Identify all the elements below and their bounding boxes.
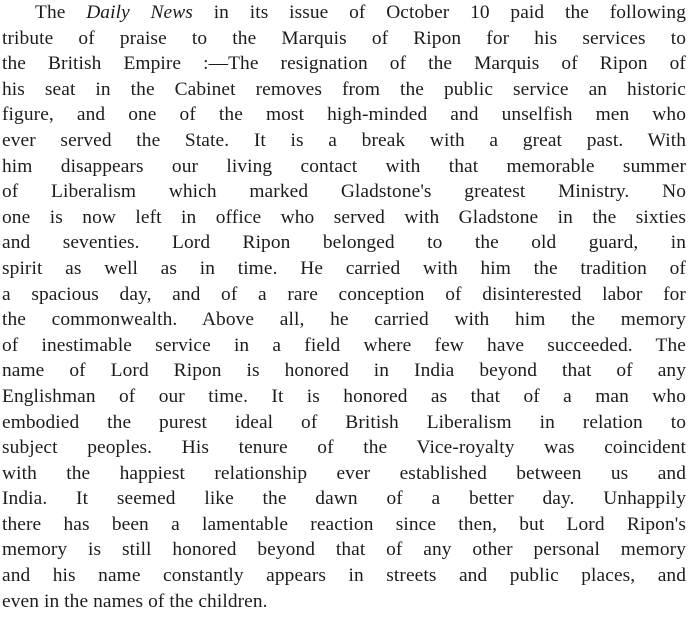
text-line-13: the commonwealth. Above all, he carried with him the memory	[2, 309, 686, 331]
text-line-24: even in the names of the children.	[2, 590, 268, 612]
text-line-9: one is now left in office who served with Gladstone in the sixties	[2, 206, 686, 228]
text-line-2: tribute of praise to the Marquis of Ripon for his services to	[2, 27, 686, 49]
text-line-23: and his name constantly appears in streets and public places, and	[2, 565, 686, 587]
text-line-1: The Daily News in its issue of October 10 paid the following	[35, 2, 686, 23]
text-line-16: Englishman of our time. It is honored as that of a man who	[2, 385, 686, 407]
text-line-14: of inestimable service in a field where few have succeeded. The	[2, 334, 686, 356]
text-line-4: his seat in the Cabinet removes from the public service an historic	[2, 78, 686, 100]
article-paragraph	[2, 0, 686, 614]
text-line-10: and seventies. Lord Ripon belonged to the old guard, in	[2, 232, 686, 254]
text-line-17: embodied the purest ideal of British Liberalism in relation to	[2, 411, 686, 433]
newspaper-title: Daily News	[86, 2, 193, 23]
text-line-21: there has been a lamentable reaction since then, but Lord Ripon's	[2, 513, 686, 535]
text-line-3: the British Empire :—The resignation of the Marquis of Ripon of	[2, 53, 686, 75]
text-line-11: spirit as well as in time. He carried with him the tradition of	[2, 257, 686, 279]
text-line-18: subject peoples. His tenure of the Vice-royalty was coincident	[2, 437, 686, 459]
text-line-7: him disappears our living contact with that memorable summer	[2, 155, 686, 177]
text-line-19: with the happiest relationship ever established between us and	[2, 462, 686, 484]
text-line-15: name of Lord Ripon is honored in India beyond that of any	[2, 360, 686, 382]
text-line-8: of Liberalism which marked Gladstone's greatest Ministry. No	[2, 181, 686, 203]
text-line-12: a spacious day, and of a rare conception of disinterested labor for	[2, 283, 686, 305]
text-line-5: figure, and one of the most high-minded and unselfish men who	[2, 104, 686, 126]
text-line-22: memory is still honored beyond that of any other personal memory	[2, 539, 686, 561]
text-line-20: India. It seemed like the dawn of a better day. Unhappily	[2, 488, 686, 510]
text-line-6: ever served the State. It is a break with a great past. With	[2, 129, 686, 151]
